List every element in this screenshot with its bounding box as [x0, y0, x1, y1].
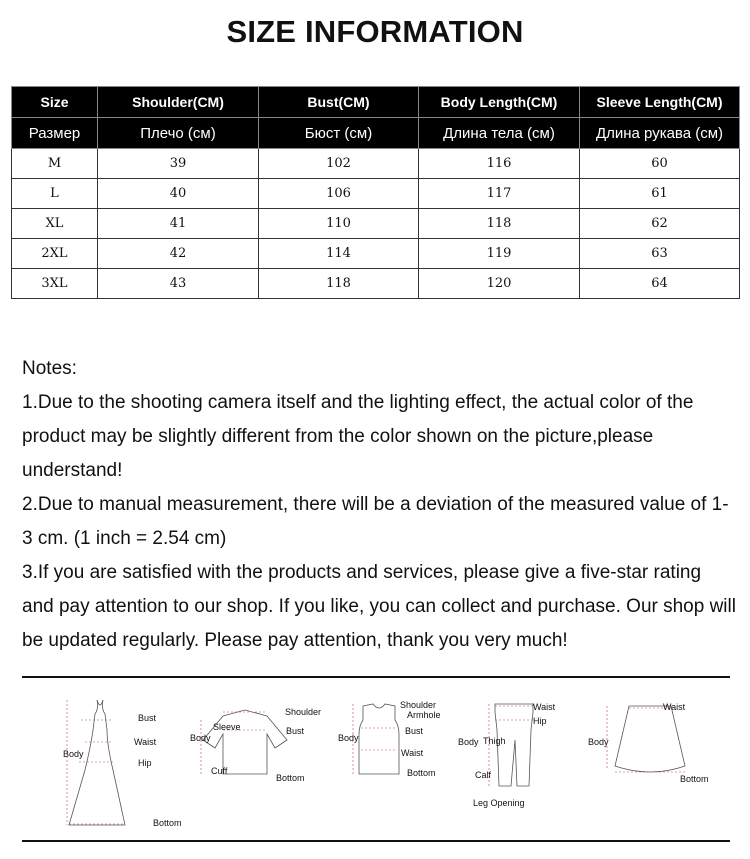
- table-cell: 119: [419, 239, 580, 269]
- header-cell: Длина рукава (см): [580, 118, 740, 149]
- top-cuff-label: Cuff: [211, 766, 228, 776]
- dress-waist-label: Waist: [134, 737, 157, 747]
- pants-waist-label: Waist: [533, 702, 556, 712]
- vest-shoulder-label: Shoulder: [400, 700, 437, 710]
- table-cell: 41: [98, 209, 259, 239]
- vest-bottom-label: Bottom: [407, 768, 436, 778]
- header-cell: Плечо (см): [98, 118, 259, 149]
- table-row: [12, 209, 740, 239]
- table-cell: 118: [419, 209, 580, 239]
- header-row-en: [12, 87, 740, 118]
- vest-waist-label: Waist: [401, 748, 424, 758]
- table-row: [12, 239, 740, 269]
- header-cell: Бюст (см): [259, 118, 419, 149]
- top-bottom-label: Bottom: [276, 773, 305, 783]
- size-table: [11, 86, 740, 299]
- pants-calf-label: Calf: [475, 770, 492, 780]
- note-item: 3.If you are satisfied with the products and services, please give a five-star rating and pay attention to our shop. If you like, you can collect and purchase. Our shop will be updated regularly. Please pay attention, thank you very much!: [22, 562, 736, 651]
- table-cell: 116: [419, 149, 580, 179]
- table-cell: 3XL: [12, 269, 98, 299]
- dress-outline-icon: [69, 700, 125, 825]
- top-bust-label: Bust: [286, 726, 305, 736]
- table-cell: 39: [98, 149, 259, 179]
- dress-body-label: Body: [63, 749, 84, 759]
- table-cell: M: [12, 149, 98, 179]
- divider-top: [22, 676, 730, 678]
- table-cell: 118: [259, 269, 419, 299]
- pants-leg-opening-label: Leg Opening: [473, 798, 525, 808]
- table-cell: 63: [580, 239, 740, 269]
- header-cell: Size: [12, 87, 98, 118]
- table-cell: 120: [419, 269, 580, 299]
- top-shoulder-label: Shoulder: [285, 707, 322, 717]
- skirt-outline-icon: [615, 706, 685, 772]
- table-cell: L: [12, 179, 98, 209]
- table-cell: 117: [419, 179, 580, 209]
- top-outline-icon: [203, 710, 287, 774]
- diagrams-svg: [55, 690, 735, 835]
- header-cell: Длина тела (см): [419, 118, 580, 149]
- vest-bust-label: Bust: [405, 726, 424, 736]
- note-item: 2.Due to manual measurement, there will be a deviation of the measured value of 1-3 cm. (1 inch = 2.54 cm): [22, 494, 729, 549]
- notes-heading: Notes:: [22, 358, 77, 379]
- measurement-diagrams: [55, 690, 735, 835]
- table-cell: 64: [580, 269, 740, 299]
- pants-thigh-label: Thigh: [483, 736, 506, 746]
- header-cell: Размер: [12, 118, 98, 149]
- table-cell: XL: [12, 209, 98, 239]
- header-row-ru: [12, 118, 740, 149]
- page-title: SIZE INFORMATION: [226, 14, 524, 49]
- vest-outline-icon: [359, 704, 399, 774]
- table-cell: 106: [259, 179, 419, 209]
- skirt-waist-label: Waist: [663, 702, 686, 712]
- notes-section: [22, 352, 738, 658]
- note-item: 1.Due to the shooting camera itself and the lighting effect, the actual color of the product may be slightly different from the color shown on the picture,please understand!: [22, 392, 694, 481]
- dress-bottom-label: Bottom: [153, 818, 182, 828]
- table-cell: 2XL: [12, 239, 98, 269]
- header-cell: Bust(CM): [259, 87, 419, 118]
- header-cell: Body Length(CM): [419, 87, 580, 118]
- table-cell: 102: [259, 149, 419, 179]
- table-row: [12, 269, 740, 299]
- table-cell: 60: [580, 149, 740, 179]
- table-cell: 61: [580, 179, 740, 209]
- dress-hip-label: Hip: [138, 758, 152, 768]
- pants-hip-label: Hip: [533, 716, 547, 726]
- header-cell: Sleeve Length(CM): [580, 87, 740, 118]
- top-body-label: Body: [190, 733, 211, 743]
- skirt-body-label: Body: [588, 737, 609, 747]
- divider-bottom: [22, 840, 730, 842]
- table-row: [12, 149, 740, 179]
- table-cell: 40: [98, 179, 259, 209]
- table-cell: 110: [259, 209, 419, 239]
- table-cell: 114: [259, 239, 419, 269]
- table-row: [12, 179, 740, 209]
- dress-bust-label: Bust: [138, 713, 157, 723]
- table-cell: 43: [98, 269, 259, 299]
- table-cell: 62: [580, 209, 740, 239]
- top-sleeve-label: Sleeve: [213, 722, 241, 732]
- vest-body-label: Body: [338, 733, 359, 743]
- pants-body-label: Body: [458, 737, 479, 747]
- skirt-bottom-label: Bottom: [680, 774, 709, 784]
- vest-armhole-label: Armhole: [407, 710, 441, 720]
- table-cell: 42: [98, 239, 259, 269]
- header-cell: Shoulder(CM): [98, 87, 259, 118]
